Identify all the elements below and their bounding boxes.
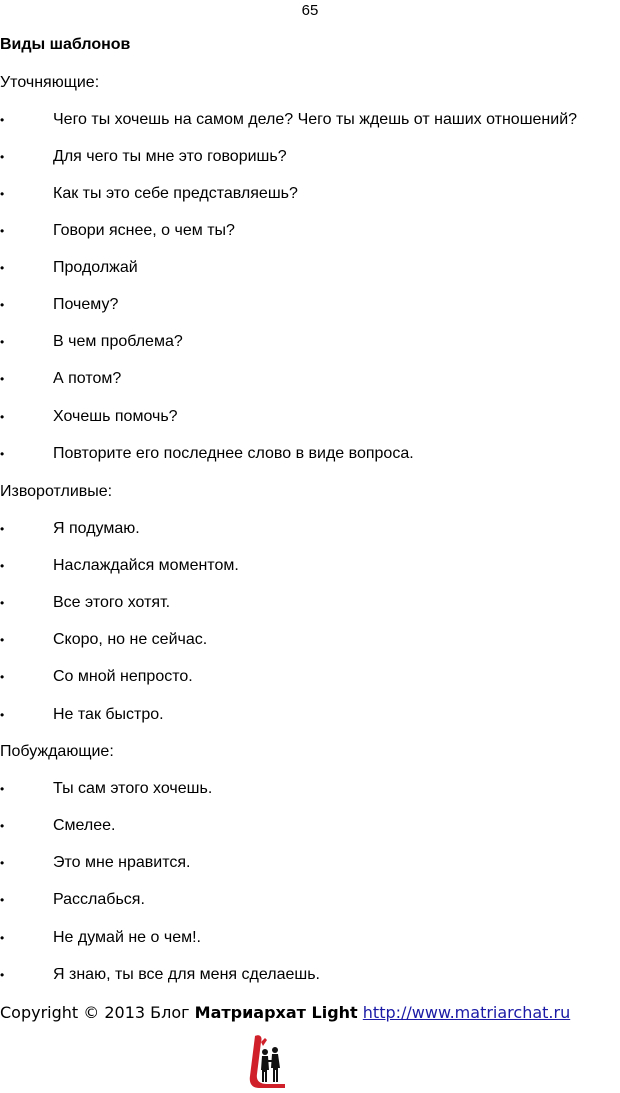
- couple-silhouette-logo-icon: [245, 1030, 289, 1090]
- copyright-text: Copyright © 2013 Блог: [0, 1003, 195, 1022]
- section-label-evasive: Изворотливые:: [0, 483, 113, 500]
- site-link[interactable]: http://www.matriarchat.ru: [362, 1003, 571, 1022]
- bullet-icon: •: [0, 782, 5, 796]
- bullet-icon: •: [0, 856, 5, 870]
- section-label-encouraging: Побуждающие:: [0, 743, 114, 760]
- bullet-icon: •: [0, 633, 5, 647]
- bullet-icon: •: [0, 708, 5, 722]
- blog-brand-name: Матриархат Light: [194, 1003, 358, 1022]
- bullet-icon: •: [0, 372, 5, 386]
- bullet-icon: •: [0, 670, 5, 684]
- page-heading: Виды шаблонов: [0, 36, 131, 53]
- bullet-icon: •: [0, 559, 5, 573]
- bullet-icon: •: [0, 410, 5, 424]
- bullet-icon: •: [0, 447, 5, 461]
- bullet-icon: •: [0, 150, 5, 164]
- bullet-icon: •: [0, 931, 5, 945]
- bullet-icon: •: [0, 968, 5, 982]
- copyright-footer: [0, 1003, 570, 1022]
- bullet-icon: •: [0, 261, 5, 275]
- section-label-clarifying: Уточняющие:: [0, 74, 100, 91]
- bullet-icon: •: [0, 113, 5, 127]
- page-number: 65: [301, 2, 319, 19]
- bullet-icon: •: [0, 522, 5, 536]
- bullet-icon: •: [0, 335, 5, 349]
- bullet-icon: •: [0, 224, 5, 238]
- bullet-icon: •: [0, 893, 5, 907]
- bullet-icon: •: [0, 187, 5, 201]
- bullet-icon: •: [0, 596, 5, 610]
- bullet-icon: •: [0, 819, 5, 833]
- bullet-icon: •: [0, 298, 5, 312]
